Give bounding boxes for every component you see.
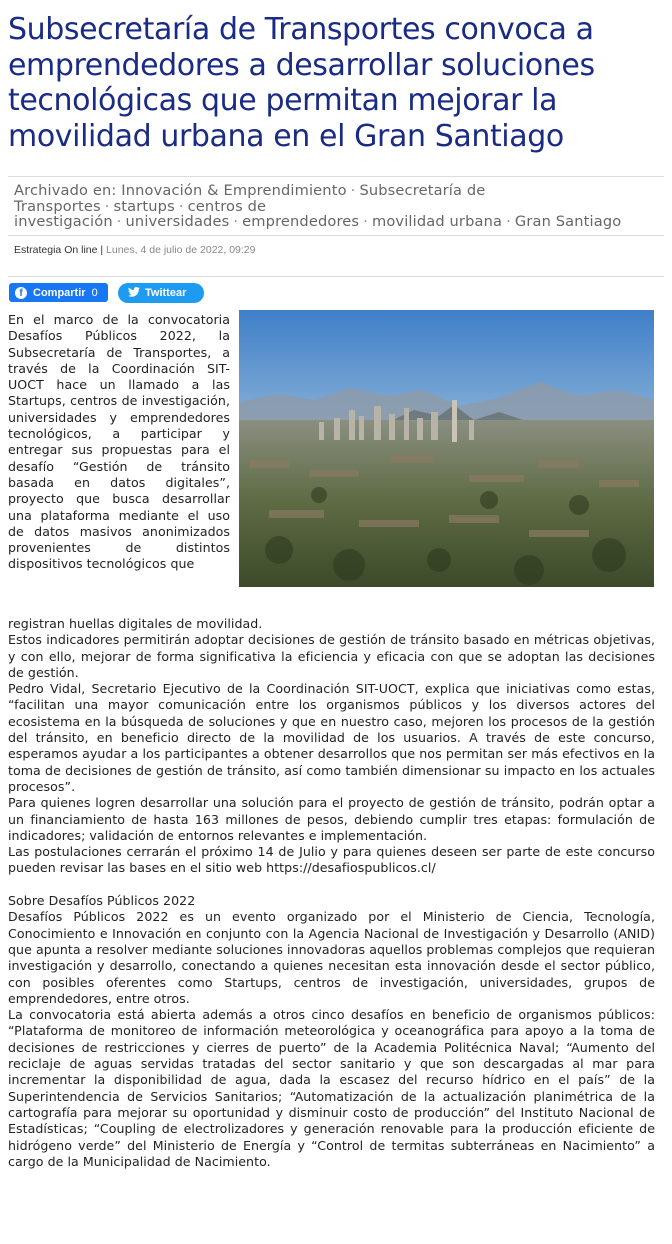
byline — [14, 244, 256, 256]
tag-separator: · — [178, 197, 184, 215]
body-paragraph: Para quienes logren desarrollar una solución para el proyecto de gestión de tránsito, podrán optar a un financiamiento de hasta 163 millones de pesos, debiendo cumplir tres etapas: formulación de indicadores; validación de entornos relevantes e implementación. — [8, 795, 655, 843]
tag-link[interactable]: Gran Santiago — [514, 213, 622, 230]
body-paragraph: Desafíos Públicos 2022 es un evento organizado por el Ministerio de Ciencia, Tecnología, Conocimiento e Innovación en conjunto con la Agencia Nacional de Investigación y Desarrollo (ANID) que apunta a resolver mediante soluciones innovadoras aquellos problemas complejos que requieran investigación y desarrollo, conectando a quienes necesitan esta innovación desde el sector público, con posibles oferentes como Startups, centros de investigación, universidades, grupos de emprendedores, entre otros. — [8, 909, 655, 1006]
facebook-share-label: Compartir — [33, 286, 86, 299]
twitter-icon — [128, 287, 140, 300]
body-paragraph: Pedro Vidal, Secretario Ejecutivo de la Coordinación SIT-UOCT, explica que iniciativas como estas, “facilitan una mayor comunicación entre los organismos públicos y los diversos actores del ecosistema en la búsqueda de soluciones y que en nuestro caso, mejoren los procesos de la gestión del tránsito, en beneficio directo de la movilidad de los usuarios. A través de este concurso, esperamos ayudar a los participantes a obtener desarrollos que nos permitan ser más efectivos en la toma de decisiones de gestión de tránsito, así como también dimensionar su impacto en los actuales procesos”. — [8, 681, 655, 794]
tag-link[interactable]: universidades — [125, 213, 230, 230]
intro-paragraph-tail: registran huellas digitales de movilidad. — [8, 616, 263, 631]
source-name: Estrategia On line — [14, 244, 98, 256]
tag-separator: · — [363, 213, 368, 230]
tag-link[interactable]: Innovación & Emprendimiento — [121, 182, 347, 199]
byline-separator: | — [97, 244, 107, 256]
tag-link[interactable]: startups — [113, 197, 175, 215]
tag-separator: · — [116, 213, 122, 230]
body-paragraph: Estos indicadores permitirán adoptar decisiones de gestión de tránsito basado en métricas objetivas, y con ello, mejorar de forma significativa la eficiencia y eficacia con que se adoptan las decisiones de gestión. — [8, 632, 655, 680]
facebook-icon: f — [15, 287, 27, 299]
tag-link[interactable]: Subsecretaría de Transportes — [14, 182, 486, 215]
intro-paragraph: En el marco de la convocatoria Desafíos Públicos 2022, la Subsecretaría de Transportes, a través de la Coordinación SIT-UOCT hace un llamado a las Startups, centros de investigación, universidades y emprendedores tecnológicos, a participar y entregar sus propuestas para el desafío “Gestión de tránsito basada en datos digitales”, proyecto que busca desarrollar una plataforma mediante el uso de datos masivos anonimizados provenientes de distintos dispositivos tecnológicos que — [8, 312, 230, 572]
twitter-share-label: Twittear — [145, 287, 187, 299]
section-subheading: Sobre Desafíos Públicos 2022 — [8, 893, 196, 909]
tag-separator: · — [233, 213, 239, 230]
archive-label: Archivado en: — [14, 182, 117, 199]
facebook-share-button[interactable] — [9, 283, 108, 302]
article-body — [8, 616, 655, 1170]
tag-list — [14, 183, 658, 230]
tag-separator: · — [104, 197, 110, 215]
tag-separator: · — [350, 182, 356, 199]
tag-link[interactable]: emprendedores — [242, 213, 360, 230]
tag-link[interactable]: centros de investigación — [14, 197, 267, 230]
body-paragraph: Las postulaciones cerrarán el próximo 14 de Julio y para quienes deseen ser parte de este concurso pueden revisar las bases en el sitio web https://desafiospublicos.cl/ — [8, 844, 655, 876]
divider — [8, 276, 664, 277]
body-paragraph: La convocatoria está abierta además a otros cinco desafíos en beneficio de organismos públicos: “Plataforma de monitoreo de información meteorológica y oceanográfica para apoyo a la toma de decisiones de restricciones y cierres de puerto” de la Academia Politécnica Naval; “Aumento del reciclaje de aguas servidas tratadas del sector sanitario y que son descargadas al mar para incrementar la disponibilidad de agua, dada la escasez del recurso hídrico en el país” de la Superintendencia de Servicios Sanitarios; “Automatización de la actualización planimétrica de la cartografía para mejorar su oportunidad y disminuir costo de producción” del Instituto Nacional de Estadísticas; “Coupling de electrolizadores y generación renovable para la producción eficiente de hidrógeno verde” del Ministerio de Energía y “Control de termitas subterráneas en Nacimiento” a cargo de la Municipalidad de Nacimiento. — [8, 1007, 655, 1169]
tag-link[interactable]: movilidad urbana — [371, 213, 503, 230]
facebook-share-count: 0 — [91, 286, 98, 299]
paragraph-gap — [8, 877, 655, 893]
article-photo — [239, 310, 654, 587]
archive-tags — [8, 176, 664, 236]
article-title: Subsecretaría de Transportes convoca a emprendedores a desarrollar soluciones tecnológicas que permitan mejorar la movilidad urbana en el Gran Santiago — [8, 12, 595, 154]
publish-date: Lunes, 4 de julio de 2022, 09:29 — [106, 244, 256, 256]
twitter-share-button[interactable] — [118, 283, 204, 303]
tag-separator: · — [506, 213, 511, 230]
